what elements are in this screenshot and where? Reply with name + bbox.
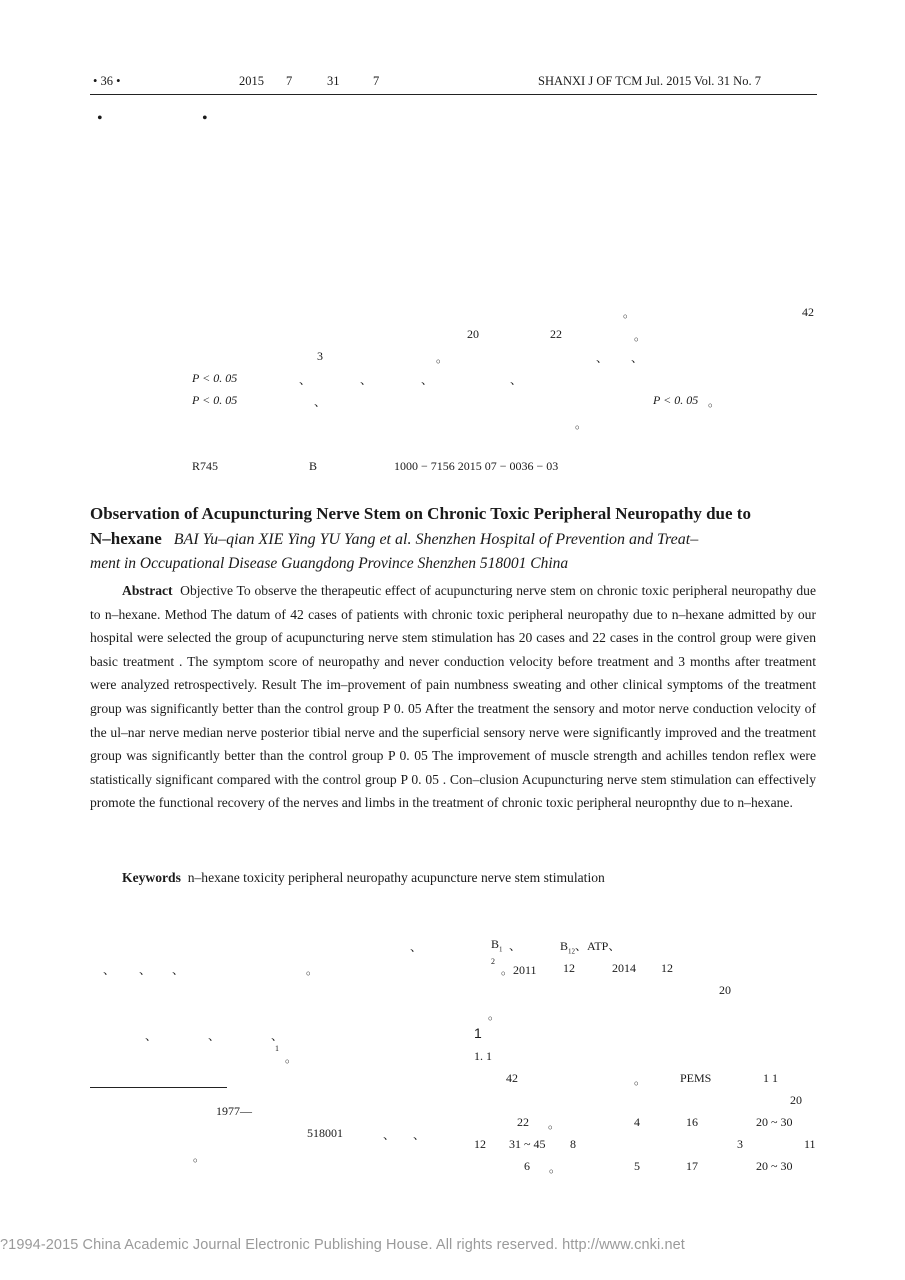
body-number: 20: [790, 1093, 802, 1107]
body-number: 8: [570, 1137, 576, 1151]
age-range: 20 ~ 30: [756, 1115, 793, 1129]
body-number: 42: [506, 1071, 518, 1085]
punct-mark: 。: [306, 963, 319, 977]
atp-text: 、ATP、: [575, 939, 621, 953]
body-number: 12: [474, 1137, 486, 1151]
title-line: Observation of Acupuncturing Nerve Stem on Chronic Toxic Peripheral Neuropathy due to: [90, 504, 751, 523]
body-number: 6: [524, 1159, 530, 1173]
punct-mark: 、: [314, 395, 327, 409]
clc-number: R745: [192, 459, 219, 473]
abstract-number: 20: [467, 327, 479, 341]
punct-mark: 、: [172, 963, 185, 977]
punct-mark: 、: [208, 1029, 221, 1043]
vitamin-b1: [491, 937, 503, 953]
punct-mark: 。: [549, 1161, 562, 1175]
body-number: 5: [634, 1159, 640, 1173]
punct-mark: 、: [299, 373, 312, 387]
header-year: 2015: [239, 74, 264, 88]
body-number: 3: [737, 1137, 743, 1151]
body-number: 11: [804, 1137, 816, 1151]
punct-mark: 。: [193, 1150, 206, 1164]
age-range: 20 ~ 30: [756, 1159, 793, 1173]
affiliation: ment in Occupational Disease Guangdong Province Shenzhen 518001 China: [90, 555, 569, 572]
abstract-number: 42: [802, 305, 814, 319]
copyright-text: ?1994-2015 China Academic Journal Electronic Publishing House. All rights reserved. http://www.cnki.net: [0, 1237, 685, 1253]
abstract: [90, 579, 816, 815]
vitamin-subscript: 12: [568, 947, 576, 956]
page-number: • 36 •: [93, 74, 121, 88]
date-month: 12: [661, 961, 673, 975]
abstract-number: 3: [317, 349, 323, 363]
vitamin-subscript: 1: [499, 945, 503, 954]
punct-mark: 、: [510, 373, 523, 387]
date-year: 2014: [612, 961, 636, 975]
keywords-label: Keywords: [122, 870, 181, 885]
postal-code: 518001: [307, 1126, 343, 1140]
punct-mark: 。: [548, 1117, 561, 1131]
age-range: 31 ~ 45: [509, 1137, 546, 1151]
punct-mark: 、: [360, 373, 373, 387]
authors: BAI Yu–qian XIE Ying YU Yang et al. Shenzhen Hospital of Prevention and Treat–: [173, 531, 699, 548]
column-bullet: •: [202, 110, 208, 127]
punct-mark: 、: [509, 939, 522, 953]
punct-mark: 、: [139, 963, 152, 977]
title-line: [90, 526, 818, 552]
birth-year: 1977—: [216, 1104, 252, 1118]
p-value: P < 0. 05: [192, 393, 238, 407]
body-number: 16: [686, 1115, 698, 1129]
keywords: [122, 870, 605, 886]
body-number: 20: [719, 983, 731, 997]
english-title: [90, 501, 818, 552]
pems-label: PEMS: [680, 1071, 712, 1085]
subsection-heading: 1. 1: [474, 1049, 492, 1063]
reference-superscript: 2: [491, 957, 495, 966]
keywords-text: n–hexane toxicity peripheral neuropathy acupuncture nerve stem stimulation: [187, 870, 605, 885]
column-bullet: •: [97, 110, 103, 127]
punct-mark: 、: [271, 1029, 284, 1043]
body-number: 17: [686, 1159, 698, 1173]
punct-mark: 。: [488, 1008, 501, 1022]
punct-mark: 、: [145, 1029, 158, 1043]
copyright-footer: [0, 1237, 905, 1253]
punct-mark: 、: [631, 351, 644, 365]
punct-mark: 、: [103, 963, 116, 977]
punct-mark: 、: [596, 351, 609, 365]
header-issue: 7: [373, 74, 380, 88]
header-rule: [90, 94, 817, 95]
date-year: 。2011: [501, 963, 537, 977]
punct-mark: 、: [421, 373, 434, 387]
article-id: 1000 − 7156 2015 07 − 0036 − 03: [394, 459, 559, 473]
section-heading: 1: [474, 1025, 482, 1041]
vitamin-b12: [560, 937, 620, 955]
title-line-bold: N–hexane: [90, 529, 162, 548]
punct-mark: 、: [383, 1128, 396, 1142]
abstract-text: Objective To observe the therapeutic effect of acupuncturing nerve stem on chronic toxic peripheral neuropathy due to n–hexane. Method The datum of 42 cases of patients with chronic toxic peripheral neuropathy due to n–hexane admitted by our hospital were selected the group of acupuncturing nerve stem stimulation has 20 cases and 22 cases in the control group were given basic treatment . The symptom score of neuropathy and never conduction velocity before treatment and 3 months after treatment were analyzed retrospectively. Result The im–provement of pain numbness sweating and other clinical symptoms of the treatment group was significantly better than the control group P 0. 05 After the treatment the sensory and motor nerve conduction velocity of the ul–nar nerve median nerve posterior tibial nerve and the superficial sensory nerve were significantly improved and the treatment group was significantly better than the control group P 0. 05 The improvement of muscle strength and achilles tendon reflex were statistically significant compared with the control group P 0. 05 . Con–clusion Acupuncturing nerve stem stimulation can effectively promote the functional recovery of the nerves and limbs in the treatment of chronic toxic peripheral neuropnthy due to n–hexane.: [90, 583, 817, 811]
punct-mark: 。: [708, 395, 721, 409]
p-value: P < 0. 05: [653, 393, 699, 407]
body-number: 4: [634, 1115, 640, 1129]
punct-mark: 、: [410, 940, 423, 954]
header-journal: SHANXI J OF TCM Jul. 2015 Vol. 31 No. 7: [538, 74, 761, 88]
punct-mark: 。: [634, 1073, 647, 1087]
punct-mark: 。: [634, 329, 647, 343]
date-month: 12: [563, 961, 575, 975]
vitamin-letter: B: [560, 939, 569, 953]
p-value: P < 0. 05: [192, 371, 238, 385]
header-volume: 31: [327, 74, 340, 88]
header-month: 7: [286, 74, 293, 88]
body-number: 22: [517, 1115, 529, 1129]
abstract-number: 22: [550, 327, 562, 341]
vitamin-letter: B: [491, 937, 500, 951]
punct-mark: 、: [413, 1128, 426, 1142]
abstract-label: Abstract: [122, 583, 173, 598]
document-code: B: [309, 459, 318, 473]
ratio: 1 1: [763, 1071, 778, 1085]
punct-mark: 。: [623, 306, 636, 320]
footnote-rule: [90, 1087, 227, 1088]
punct-mark: 。: [285, 1051, 298, 1065]
punct-mark: 。: [575, 417, 588, 431]
punct-mark: 。: [436, 351, 449, 365]
reference-superscript: 1: [275, 1044, 279, 1053]
